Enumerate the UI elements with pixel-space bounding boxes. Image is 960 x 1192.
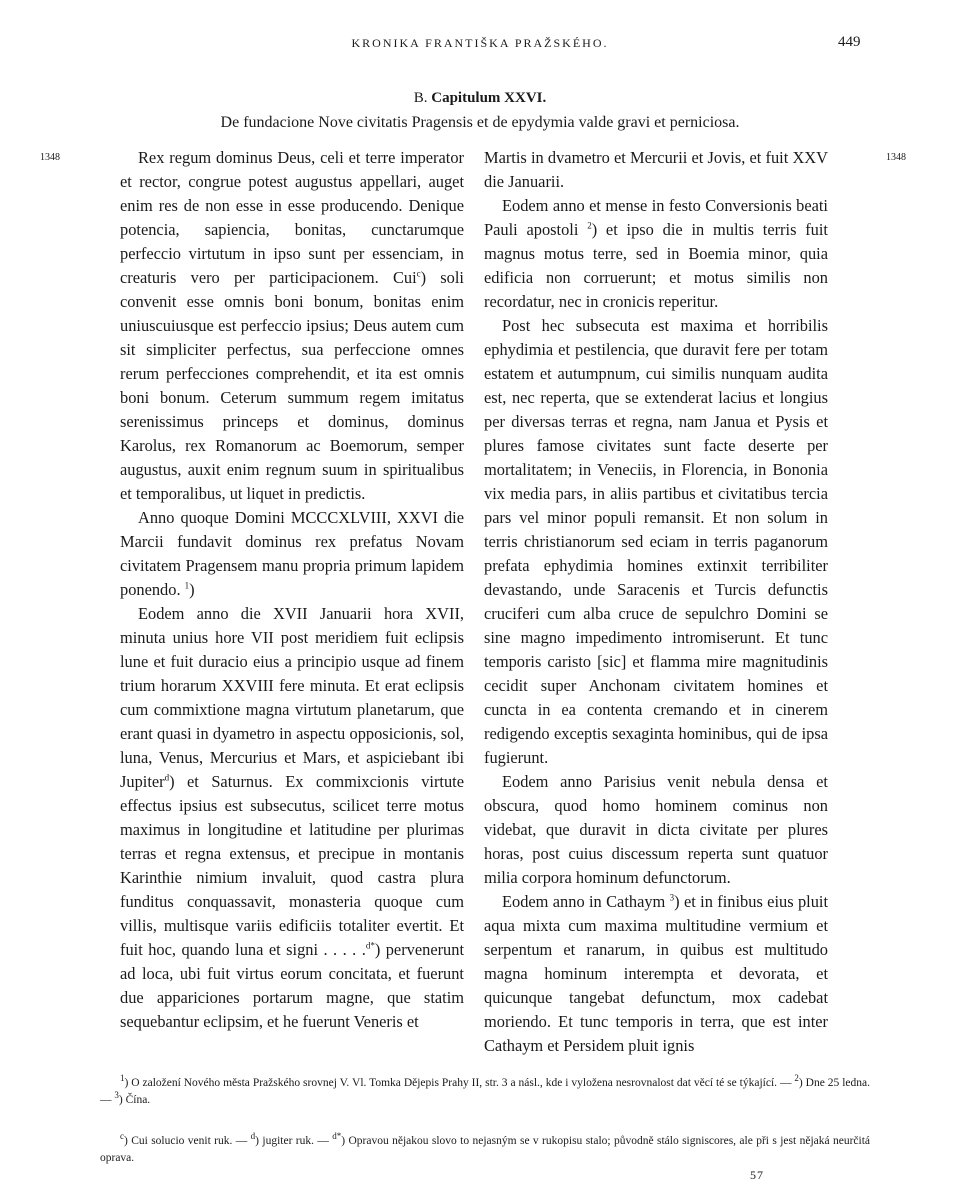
footnotes-numbered: [100, 1075, 870, 1109]
paragraph: Eodem anno die XVII Januarii hora XVII, minuta unius hore VII post meridiem fuit eclipsis lune et fuit duracio eius a principio usque ad finem trium horarum XXVIII fere minuta. Et erat eclipsis cum commixtione magna virtutum planetarum, que erant quasi in dyametro in aspectu opposicionis, sol, luna, Venus, Mercurius et Mars, et aspiciebant ibi Jupiter$^d$) et Saturnus. Ex commixcionis virtute effectus ipsius est subsecutus, scilicet terre motus maximus in longitudine et latitudine per plurimas terras et regna extensus, et precipue in montanis Karinthie nimium invaluit, quod castra plura funditus conquassavit, monasteria quoque cum villis, multisque variis edificiis totaliter evertit. Et fuit hoc, quando luna et signi . . . . .$^{d*}$) pervenerunt ad loca, ubi fuit virtus eorum concitata, et fuerunt due appariciones portarum magne, que statim sequebantur eclipsim, et he fuerunt Veneris et: [120, 604, 465, 1031]
running-title: KRONIKA FRANTIŠKA PRAŽSKÉHO.: [351, 36, 609, 50]
footnote: $^1$) O založení Nového města Pražského srovnej V. Vl. Tomka Dějepis Prahy II, str. 3 a násl., kde i vyložena nesrovnalost dat věcí té se týkající. — $^2$) Dne 25 ledna. — $^3$) Čína.: [100, 1073, 870, 1106]
chapter-title: [0, 90, 960, 107]
paragraph: Eodem anno Parisius venit nebula densa et obscura, quod homo hominem cominus non videbat, que duravit in dicta civitate per plures horas, post cuius discessum reperta sunt quatuor milia corpora hominum defunctorum.: [484, 772, 828, 887]
paragraph: Post hec subsecuta est maxima et horribilis ephydimia et pestilencia, que duravit fere per totam estatem et autumpnum, cui similis nunquam audita est, nec reperta, que se extenderat lacius et longius per diversas terras et regna, nam Janua et Pysis et plures famose civitates sunt facte deserte per mortalitatem; in Veneciis, in Florencia, in Bononia vix media pars, in aliis partibus et civitatibus tercia pars vel minor populi remansit. Et non solum in terris christianorum sed eciam in terris paganorum prefata ephydimia homines extinxit terribiliter devastando, unde Saracenis et Turcis defunctis cruciferi cum alba cruce de sepulchro Domini se sine magno impedimento intromiserunt. Et tunc temporis caristo [sic] et flamma mire magnitudinis cecidit super Anchonam civitatem homines et cuncta in ea contenta cremando et in cinerem redigendo exceptis sexaginta hominibus, qui de ipsa fugierunt.: [484, 316, 828, 767]
signature-mark: 57: [750, 1168, 764, 1182]
left-column: [120, 146, 464, 1034]
chapter-subtitle: De fundacione Nove civitatis Pragensis et de epydymia valde gravi et perniciosa.: [220, 114, 740, 131]
paragraph: Eodem anno in Cathaym $^3$) et in finibus eius pluit aqua mixta cum maxima multitudine vermium et serpentum et ranarum, in quibus est multitudo magna hominum interempta et devorata, et quicunque tangebat defunctum, mox cadebat moriendo. Et tunc temporis in terra, que est inter Cathaym et Persidem pluit ignis: [484, 892, 828, 1055]
paragraph: Martis in dvametro et Mercurii et Jovis, et fuit XXV die Januarii.: [484, 148, 828, 191]
paragraph: Eodem anno et mense in festo Conversionis beati Pauli apostoli $^2$) et ipso die in multis terris fuit magnus motus terre, sed in Boemia minor, quia edificia non corruerunt; et motus similis non recordatur, nec in cronicis reperitur.: [484, 196, 828, 311]
footnote: $^c$) Cui solucio venit ruk. — $^d$) jugiter ruk. — $^{d*}$) Opravou nějakou slovo to nejasným se v rukopisu stalo; původně stálo signiscores, ale při s jest nějaká neurčitá oprava.: [100, 1131, 871, 1164]
paragraph: Anno quoque Domini MCCCXLVIII, XXVI die Marcii fundavit dominus rex prefatus Novam civitatem Pragensem manu propria primum lapidem ponendo. $^1$): [120, 508, 464, 599]
footnotes-lettered: [100, 1133, 870, 1167]
page-number: 449: [838, 34, 861, 50]
chapter-label: Capitulum XXVI.: [431, 90, 547, 106]
right-column: [484, 146, 828, 1058]
paragraph: Rex regum dominus Deus, celi et terre imperator et rector, congrue potest augustus appellari, auget enim res de non esse in esse producendo. Denique potencia, sapiencia, bonitas, cunctarumque perfeccio virtutum in ipso sunt per essenciam, in creaturis vero per participacionem. Cui$^c$) soli convenit esse omnis boni bonum, bonitas enim uniuscuiusque est perfeccio ipsius; Deus autem cum sit simpliciter perfectus, sua perfeccione omnes rerum perfecciones comprehendit, et ita est omnis boni bonum. Ceterum summum regem imitatus serenissimus princeps et dominus, dominus Karolus, rex Romanorum ac Boemorum, semper augustus, auxit enim regnum suum in spiritualibus et temporalibus, ut liquet in predictis.: [120, 148, 464, 503]
margin-year-left: 1348: [40, 152, 60, 163]
chapter-prefix: B.: [413, 90, 428, 106]
margin-year-right: 1348: [886, 152, 906, 163]
